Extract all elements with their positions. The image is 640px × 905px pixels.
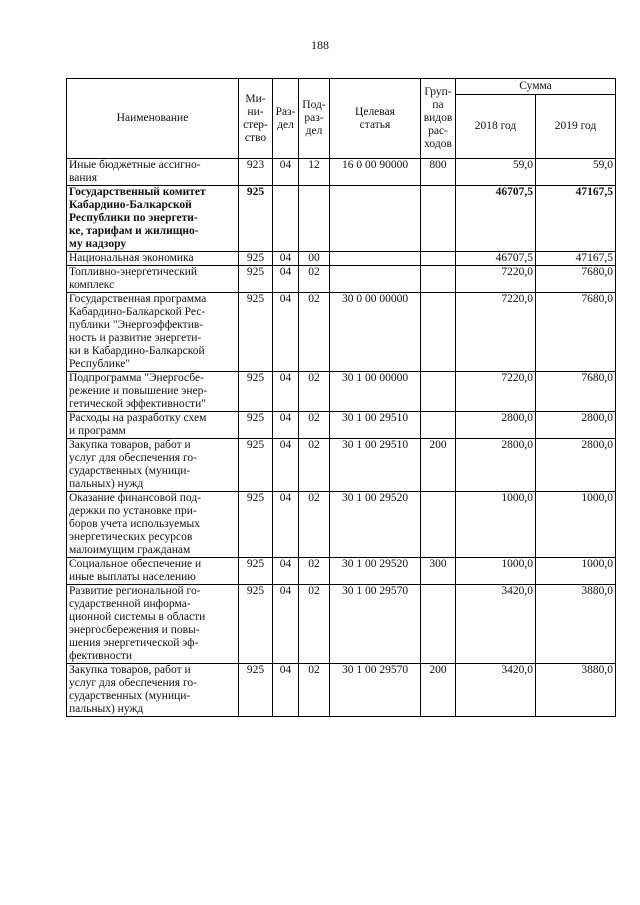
header-subsection [299, 79, 330, 159]
cell-name: Расходы на разработку схем и программ [67, 412, 239, 439]
cell-subsection: 02 [299, 293, 330, 372]
cell-expense-group [421, 412, 456, 439]
cell-sum-2019: 59,0 [536, 159, 616, 186]
cell-target: 30 1 00 00000 [330, 372, 421, 412]
cell-name: Закупка товаров, работ и услуг для обеспечения го- сударственных (муници- пальных) нужд [67, 439, 239, 492]
cell-target: 30 1 00 29520 [330, 492, 421, 558]
header-target [330, 79, 421, 159]
cell-sum-2018: 7220,0 [456, 293, 536, 372]
cell-name: Топливно-энергетический комплекс [67, 266, 239, 293]
cell-target: 30 1 00 29520 [330, 558, 421, 585]
cell-target: 16 0 00 90000 [330, 159, 421, 186]
cell-subsection: 02 [299, 585, 330, 664]
cell-name: Государственная программа Кабардино-Балкарской Рес- публики "Энергоэффектив- ность и развитие энергети- ки в Кабардино-Балкарской Республике" [67, 293, 239, 372]
cell-target [330, 186, 421, 252]
table-row [67, 266, 616, 293]
cell-subsection: 00 [299, 252, 330, 266]
cell-name: Социальное обеспечение и иные выплаты населению [67, 558, 239, 585]
cell-subsection: 02 [299, 372, 330, 412]
cell-expense-group [421, 252, 456, 266]
page-number: 188 [311, 38, 329, 52]
cell-sum-2018: 1000,0 [456, 492, 536, 558]
cell-expense-group [421, 266, 456, 293]
cell-ministry: 925 [239, 558, 273, 585]
cell-target: 30 1 00 29510 [330, 412, 421, 439]
cell-section: 04 [273, 372, 299, 412]
cell-subsection: 02 [299, 664, 330, 717]
cell-expense-group [421, 372, 456, 412]
table-row [67, 293, 616, 372]
cell-expense-group: 300 [421, 558, 456, 585]
cell-sum-2018: 46707,5 [456, 186, 536, 252]
cell-sum-2019: 1000,0 [536, 558, 616, 585]
cell-target [330, 252, 421, 266]
cell-ministry: 925 [239, 252, 273, 266]
cell-expense-group [421, 293, 456, 372]
cell-ministry: 923 [239, 159, 273, 186]
cell-ministry: 925 [239, 293, 273, 372]
cell-expense-group [421, 585, 456, 664]
cell-section: 04 [273, 252, 299, 266]
cell-name: Государственный комитет Кабардино-Балкарской Республики по энергети- ке, тарифам и жилищно- му надзору [67, 186, 239, 252]
cell-name: Закупка товаров, работ и услуг для обеспечения го- сударственных (муници- пальных) нужд [67, 664, 239, 717]
cell-subsection: 02 [299, 412, 330, 439]
header-year-2018-text: 2018 год [474, 120, 517, 132]
cell-target: 30 1 00 29570 [330, 664, 421, 717]
cell-subsection: 02 [299, 266, 330, 293]
table-row [67, 664, 616, 717]
table-row [67, 492, 616, 558]
cell-subsection: 02 [299, 558, 330, 585]
cell-sum-2018: 3420,0 [456, 664, 536, 717]
cell-target [330, 266, 421, 293]
table-body [67, 159, 616, 717]
cell-section: 04 [273, 293, 299, 372]
cell-sum-2019: 7680,0 [536, 293, 616, 372]
cell-sum-2019: 7680,0 [536, 266, 616, 293]
table-row [67, 412, 616, 439]
header-name [67, 79, 239, 159]
cell-sum-2019: 3880,0 [536, 664, 616, 717]
header-year-2019-text: 2019 год [554, 120, 597, 132]
header-section-text: Раз- дел [275, 105, 296, 131]
table-row [67, 186, 616, 252]
header-expense-group [421, 79, 456, 159]
cell-sum-2018: 3420,0 [456, 585, 536, 664]
table-header [67, 79, 616, 159]
cell-expense-group: 200 [421, 439, 456, 492]
cell-target: 30 1 00 29510 [330, 439, 421, 492]
cell-sum-2018: 2800,0 [456, 412, 536, 439]
cell-expense-group: 800 [421, 159, 456, 186]
cell-ministry: 925 [239, 664, 273, 717]
cell-sum-2018: 7220,0 [456, 266, 536, 293]
cell-section [273, 186, 299, 252]
cell-expense-group: 200 [421, 664, 456, 717]
cell-target: 30 1 00 29570 [330, 585, 421, 664]
cell-ministry: 925 [239, 186, 273, 252]
cell-sum-2019: 47167,5 [536, 186, 616, 252]
cell-sum-2019: 2800,0 [536, 412, 616, 439]
cell-sum-2019: 7680,0 [536, 372, 616, 412]
table-row [67, 252, 616, 266]
cell-section: 04 [273, 412, 299, 439]
header-section [273, 79, 299, 159]
cell-section: 04 [273, 439, 299, 492]
cell-section: 04 [273, 664, 299, 717]
header-year-2018 [456, 95, 536, 159]
budget-table [66, 78, 616, 717]
cell-sum-2018: 1000,0 [456, 558, 536, 585]
cell-name: Иные бюджетные ассигно- вания [67, 159, 239, 186]
cell-sum-2019: 2800,0 [536, 439, 616, 492]
header-year-2019 [536, 95, 616, 159]
cell-subsection: 12 [299, 159, 330, 186]
cell-sum-2019: 1000,0 [536, 492, 616, 558]
cell-expense-group [421, 492, 456, 558]
cell-subsection: 02 [299, 492, 330, 558]
header-ministry-text: Ми- ни- стер- ство [243, 92, 268, 144]
cell-section: 04 [273, 159, 299, 186]
cell-sum-2018: 7220,0 [456, 372, 536, 412]
table-row [67, 558, 616, 585]
cell-sum-2018: 2800,0 [456, 439, 536, 492]
cell-subsection [299, 186, 330, 252]
cell-target: 30 0 00 00000 [330, 293, 421, 372]
header-name-text: Наименование [116, 112, 189, 124]
cell-ministry: 925 [239, 412, 273, 439]
table-row [67, 585, 616, 664]
cell-ministry: 925 [239, 266, 273, 293]
table-row [67, 159, 616, 186]
header-target-text: Целевая статья [355, 105, 395, 131]
cell-ministry: 925 [239, 492, 273, 558]
cell-sum-2019: 3880,0 [536, 585, 616, 664]
cell-ministry: 925 [239, 372, 273, 412]
header-sum [456, 79, 616, 95]
header-expense-group-text: Груп- па видов рас- ходов [423, 86, 453, 150]
cell-expense-group [421, 186, 456, 252]
cell-name: Оказание финансовой под- держки по установке при- боров учета используемых энергетических ресурсов малоимущим гражданам [67, 492, 239, 558]
cell-sum-2018: 59,0 [456, 159, 536, 186]
cell-section: 04 [273, 266, 299, 293]
cell-name: Национальная экономика [67, 252, 239, 266]
table-row [67, 439, 616, 492]
header-sum-text: Сумма [519, 80, 552, 92]
cell-ministry: 925 [239, 585, 273, 664]
cell-name: Развитие региональной го- сударственной информа- ционной системы в области энергосбережения и повы- шения энергетической эф- фективности [67, 585, 239, 664]
cell-section: 04 [273, 558, 299, 585]
cell-section: 04 [273, 492, 299, 558]
cell-sum-2018: 46707,5 [456, 252, 536, 266]
cell-sum-2019: 47167,5 [536, 252, 616, 266]
cell-subsection: 02 [299, 439, 330, 492]
table-row [67, 372, 616, 412]
header-ministry [239, 79, 273, 159]
header-subsection-text: Под- раз- дел [302, 99, 326, 137]
cell-name: Подпрограмма "Энергосбе- режение и повышение энер- гетической эффективности" [67, 372, 239, 412]
cell-ministry: 925 [239, 439, 273, 492]
cell-section: 04 [273, 585, 299, 664]
